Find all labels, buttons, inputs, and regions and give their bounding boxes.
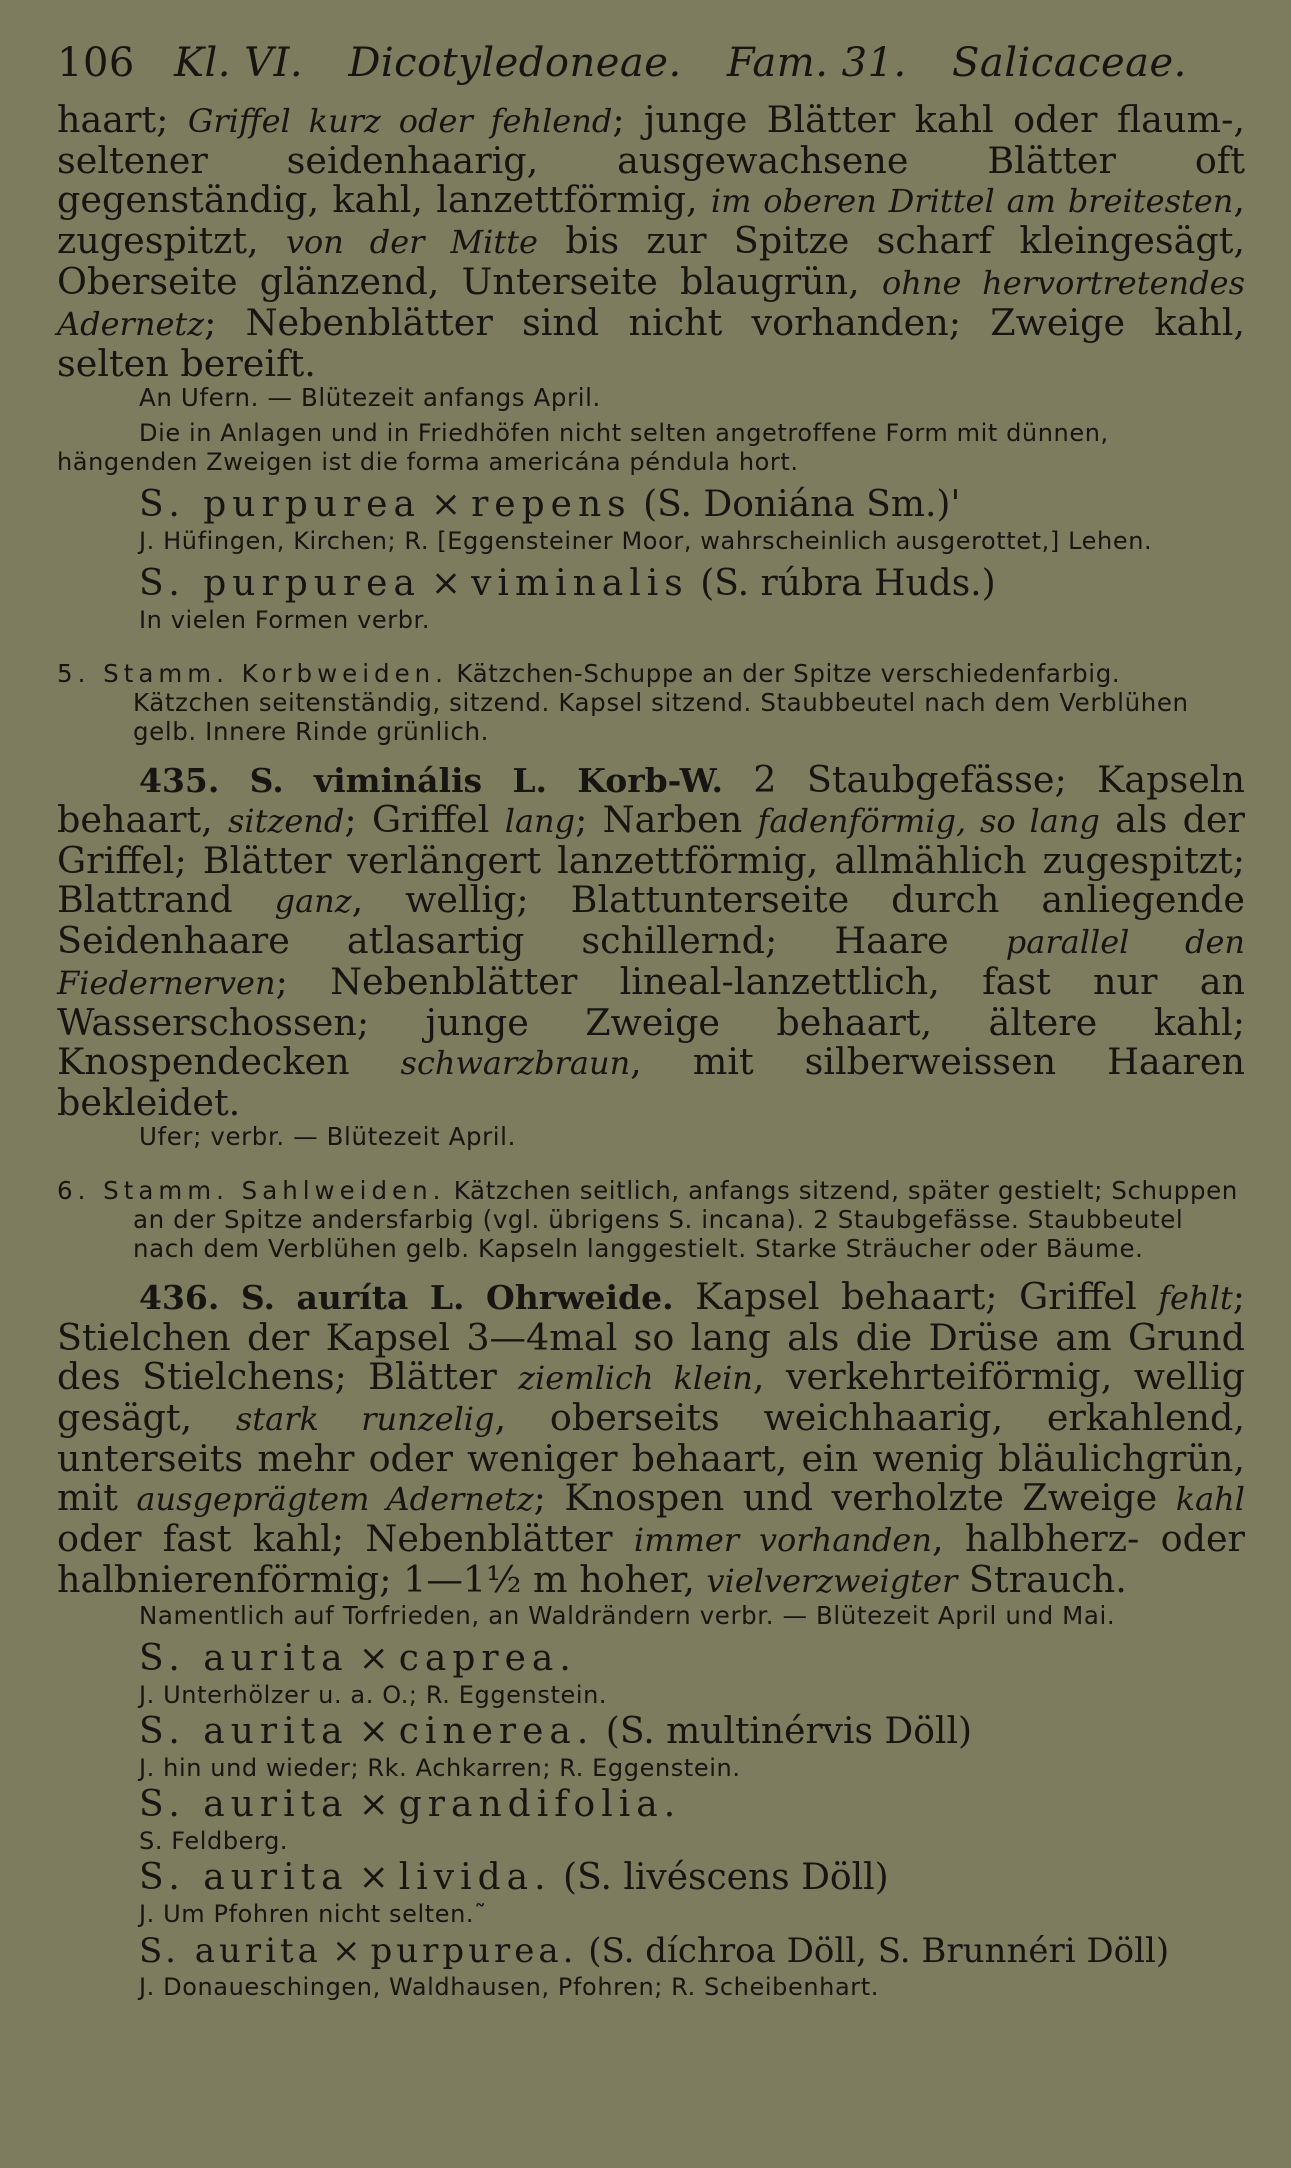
header-family: Salicaceae. <box>951 40 1187 86</box>
habitat-line: Ufer; verbr. — Blütezeit April. <box>139 1122 516 1151</box>
cross-symbol: ⨯ <box>358 1784 389 1825</box>
species-heading: 436. S. auríta L. Ohrweide. <box>139 1278 674 1317</box>
hybrid-parent: viminalis <box>471 563 689 604</box>
italic-run: fadenförmig, so lang <box>757 802 1100 840</box>
italic-run: Griffel kurz oder fehlend <box>187 102 613 140</box>
hybrid-synonym: (S. Doniána Sm.)' <box>643 484 961 525</box>
hybrid-parent: caprea. <box>398 1638 577 1679</box>
cross-symbol: × <box>358 1857 389 1898</box>
hybrid-locality: J. Unterhölzer u. a. O.; R. Eggenstein. <box>139 1681 608 1709</box>
cross-symbol: ⨯ <box>358 1638 389 1679</box>
header-class: Kl. VI. <box>174 40 304 86</box>
text-run: ; Nebenblätter lineal-lanzettlich, fast nur an Wasserschossen; junge Zweige behaart, ältere kahl; Knospendecken <box>57 960 1245 1083</box>
stamm-text: Kätzchen-Schuppe an der Spitze verschiedenfarbig. Kätzchen seitenständig, sitzend. Kapsel sitzend. Staubbeutel nach dem Verblühen gelb. Innere Rinde grünlich. <box>133 659 1189 746</box>
italic-run: parallel den Fiedernerven <box>57 923 1246 1002</box>
stamm-label: 6. Stamm. Sahlweiden. <box>57 1176 446 1205</box>
hybrid-locality: J. Hüfingen, Kirchen; R. [Eggensteiner Moor, wahrscheinlich ausgerottet,] Lehen. <box>139 527 1153 555</box>
italic-run: immer vorhanden <box>633 1521 932 1559</box>
hybrid-locality: J. Um Pfohren nicht selten.˜ <box>139 1900 487 1928</box>
text-run: , verkehrteiförmig, wellig gesägt, <box>57 1355 1245 1439</box>
hybrid-entry <box>57 1856 1245 1929</box>
text-run: , wellig; Blattunterseite durch anliegende Seidenhaare atlasartig schillernd; Haare <box>57 878 1246 962</box>
hybrid-synonym: (S. rúbra Huds.) <box>700 563 996 604</box>
hybrid-entry <box>57 1783 1245 1856</box>
stamm-label: 5. Stamm. Korbweiden. <box>57 659 448 688</box>
text-run: ; Stielchen der Kapsel 3—4mal so lang als die Drüse am Grund des Stielchens; Blätter <box>57 1275 1245 1398</box>
cross-symbol: ⨯ <box>331 1931 361 1971</box>
italic-run: sitzend <box>227 802 345 840</box>
text-run: ; Griffel <box>344 798 505 841</box>
hybrid-entry <box>57 1637 1245 1710</box>
habitat-line: Namentlich auf Torfrieden, an Waldrändern verbr. — Blütezeit April und Mai. <box>139 1601 1116 1630</box>
hybrid-locality: S. Feldberg. <box>139 1827 289 1855</box>
species-heading: 435. S. viminális L. Korb-W. <box>139 761 723 800</box>
text-run: Kapsel behaart; Griffel <box>673 1275 1159 1318</box>
hybrid-synonym: (S. díchroa Döll, S. Brunnéri Döll) <box>588 1931 1170 1971</box>
italic-run: ausgeprägtem Adernetz <box>136 1480 534 1518</box>
hybrid-entry <box>57 1929 1245 2002</box>
hybrid-entry <box>57 562 1245 606</box>
hybrid-synonym: (S. multinérvis Döll) <box>605 1711 973 1752</box>
italic-run: im oberen Drittel am breitesten <box>710 182 1234 220</box>
text-run: oder fast kahl; Nebenblätter <box>57 1517 634 1560</box>
hybrid-parent: S. purpurea <box>139 563 421 604</box>
text-run: , halbherz- oder halbnierenförmig; 1—1½ m hoher, <box>57 1517 1246 1601</box>
remark: Die in Anlagen und in Friedhöfen nicht selten angetroffene Form mit dünnen, hängenden Zweigen ist die forma americána péndula hort. <box>57 419 1109 476</box>
species-436 <box>57 1277 1245 1601</box>
text-run: bis zur Spitze scharf kleingesägt, Oberseite glänzend, Unterseite blaugrün, <box>57 219 1245 303</box>
hybrid-locality: J. Donaueschingen, Waldhausen, Pfohren; R. Scheibenhart. <box>139 1973 879 2001</box>
text-run: ; Knospen und verholzte Zweige <box>533 1476 1176 1519</box>
cross-symbol: ⨯ <box>430 484 462 525</box>
italic-run: schwarzbraun <box>400 1044 631 1082</box>
hybrid-synonym: (S. livéscens Döll) <box>563 1857 889 1898</box>
italic-run: fehlt <box>1158 1279 1233 1317</box>
text-run: 2 Staubgefässe; Kapseln behaart, <box>57 758 1245 841</box>
italic-run: ohne hervortretendes Adernetz <box>57 264 1245 343</box>
cross-symbol: × <box>358 1711 389 1752</box>
stamm-text: Kätzchen seitlich, anfangs sitzend, später gestielt; Schuppen an der Spitze andersfarbig (vgl. übrigens S. incana). 2 Staubgefässe. Staubbeutel nach dem Verblühen gelb. Kapseln langgestielt. Starke Sträucher oder Bäume. <box>133 1176 1238 1263</box>
hybrid-parent: S. purpurea <box>139 484 421 525</box>
text-run: Strauch. <box>957 1558 1127 1601</box>
hybrid-parent: S. aurita <box>139 1857 349 1898</box>
text-run: haart; <box>57 98 188 141</box>
hybrid-parent: S. aurita <box>139 1638 349 1679</box>
hybrid-entry <box>57 483 1245 527</box>
hybrid-list <box>57 1637 1245 2002</box>
hybrid-parent: S. aurita <box>139 1711 349 1752</box>
text-run: als der Griffel; Blätter verlängert lanzettförmig, allmählich zugespitzt; Blattrand <box>57 798 1245 921</box>
italic-run: ganz <box>274 882 352 920</box>
italic-run: vielverzweigter <box>706 1562 958 1600</box>
header-family-number: Fam. 31. <box>726 40 907 86</box>
text-run: ; Narben <box>575 798 758 841</box>
hybrid-parent: grandifolia. <box>398 1784 682 1825</box>
hybrid-parent: cinerea. <box>398 1711 595 1752</box>
page-number: 106 <box>57 40 135 86</box>
text-run: ; Nebenblätter sind nicht vorhanden; Zweige kahl, selten bereift. <box>57 301 1245 385</box>
header-subclass: Dicotyledoneae. <box>348 40 682 86</box>
hybrid-locality: In vielen Formen verbr. <box>139 606 431 634</box>
text-run: , oberseits weichhaarig, erkahlend, unterseits mehr oder weniger behaart, ein wenig bläulichgrün, mit <box>57 1396 1245 1519</box>
cross-symbol: × <box>430 563 462 604</box>
text-run: , zugespitzt, <box>57 178 1246 262</box>
running-header <box>57 40 1245 100</box>
hybrid-entry <box>57 1710 1245 1783</box>
species-435 <box>57 760 1245 1122</box>
hybrid-parent: livida. <box>398 1857 552 1898</box>
hybrid-parent: repens <box>471 484 632 525</box>
hybrid-parent: S. aurita <box>139 1931 322 1971</box>
species-description-continued <box>57 100 1245 383</box>
italic-run: ziemlich klein <box>518 1359 753 1397</box>
hybrid-parent: S. aurita <box>139 1784 349 1825</box>
stamm-5 <box>57 659 1245 746</box>
habitat-line: An Ufern. — Blütezeit anfangs April. <box>139 383 601 412</box>
italic-run: lang <box>504 802 576 840</box>
book-page <box>57 40 1245 2002</box>
italic-run: stark runzelig <box>235 1400 495 1438</box>
italic-run: kahl <box>1175 1480 1246 1518</box>
stamm-6 <box>57 1176 1245 1263</box>
hybrid-locality: J. hin und wieder; Rk. Achkarren; R. Eggenstein. <box>139 1754 741 1782</box>
text-run: ; junge Blätter kahl oder flaum-, seltener seidenhaarig, ausgewachsene Blätter oft gegenständig, kahl, lanzettförmig, <box>57 98 1246 221</box>
hybrid-parent: purpurea. <box>370 1931 578 1971</box>
italic-run: von der Mitte <box>285 223 538 261</box>
text-run: , mit silberweissen Haaren bekleidet. <box>57 1040 1245 1124</box>
